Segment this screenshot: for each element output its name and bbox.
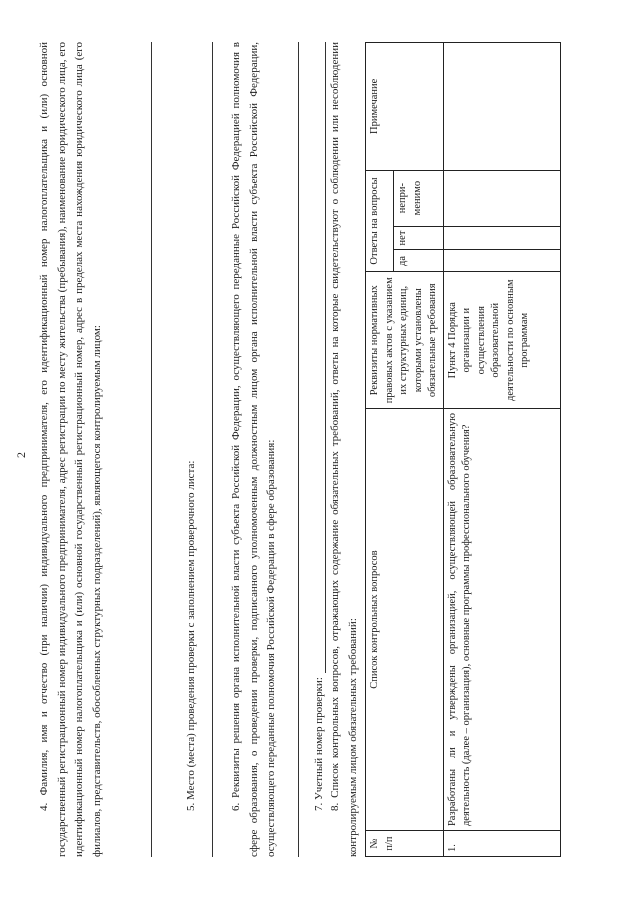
page-number: 2 [14,452,28,458]
row-number: 1. [443,831,560,857]
header-questions: Список контрольных вопросов [366,409,444,831]
row-answer-not-applicable[interactable] [443,170,560,226]
table-row [443,43,560,857]
item-7-text: 7. Учетный номер проверки: [313,677,325,811]
item-5-text: 5. Место (места) проведения проверки с заполнением проверочного листа: [185,460,197,811]
table-header-row [366,43,394,857]
header-not-applicable: непри-менимо [394,170,443,226]
item-4-text: 4. Фамилия, имя и отчество (при наличии) индивидуального предпринимателя, его идентификационный номер налогоплательщика и (или) основной государственный регистрационный номер индивидуального предпринимателя, адрес регистрации по месту жительства (пребывания), наименование юридического лица, его идентификационный номер налогоплательщика и (или) основной государственный регистрационный номер, адрес в пределах места нахождения юридического лица (его филиалов, представительств, обособленных структурных подразделений), являющегося контролируемым лицом: [38,42,103,857]
item-6-fill-line [298,42,299,857]
item-4-fill-line [151,42,152,857]
item-5-fill-line [212,42,213,857]
item-7-fill-line [325,42,326,673]
checklist-table [365,42,561,857]
header-answers: Ответы на вопросы [366,170,394,272]
item-6-text: 6. Реквизиты решения органа исполнительной власти субъекта Российской Федерации, осуществляющего переданные Российской Федерацией полномочия в сфере образования, о проведении проверки, подписанного уполномоченным должностным лицом органа исполнительной власти субъекта Российской Федерации, осуществляющего переданные полномочия Российской Федерации в сфере образования: [230,42,277,857]
header-requisites: Реквизиты нормативных правовых актов с указанием их структурных единиц, которыми установлены обязательные требования [366,272,444,409]
header-note: Примечание [366,43,444,171]
row-requisite: Пункт 4 Порядка организации и осуществления образовательной деятельности по основным программам [443,272,560,409]
item-8-text: 8. Список контрольных вопросов, отражающих содержание обязательных требований, ответы на которые свидетельствуют о соблюдении или несоблюдении контролируемым лицом обязательных требований: [329,42,359,857]
header-no: нет [394,226,443,250]
row-note[interactable] [443,43,560,171]
row-question: Разработаны ли и утверждены организацией, осуществляющей образовательную деятельность (далее – организация), основные программы профессионального обучения? [443,409,560,831]
row-answer-yes[interactable] [443,250,560,272]
row-answer-no[interactable] [443,226,560,250]
header-number: № п/п [366,831,444,857]
header-yes: да [394,250,443,272]
